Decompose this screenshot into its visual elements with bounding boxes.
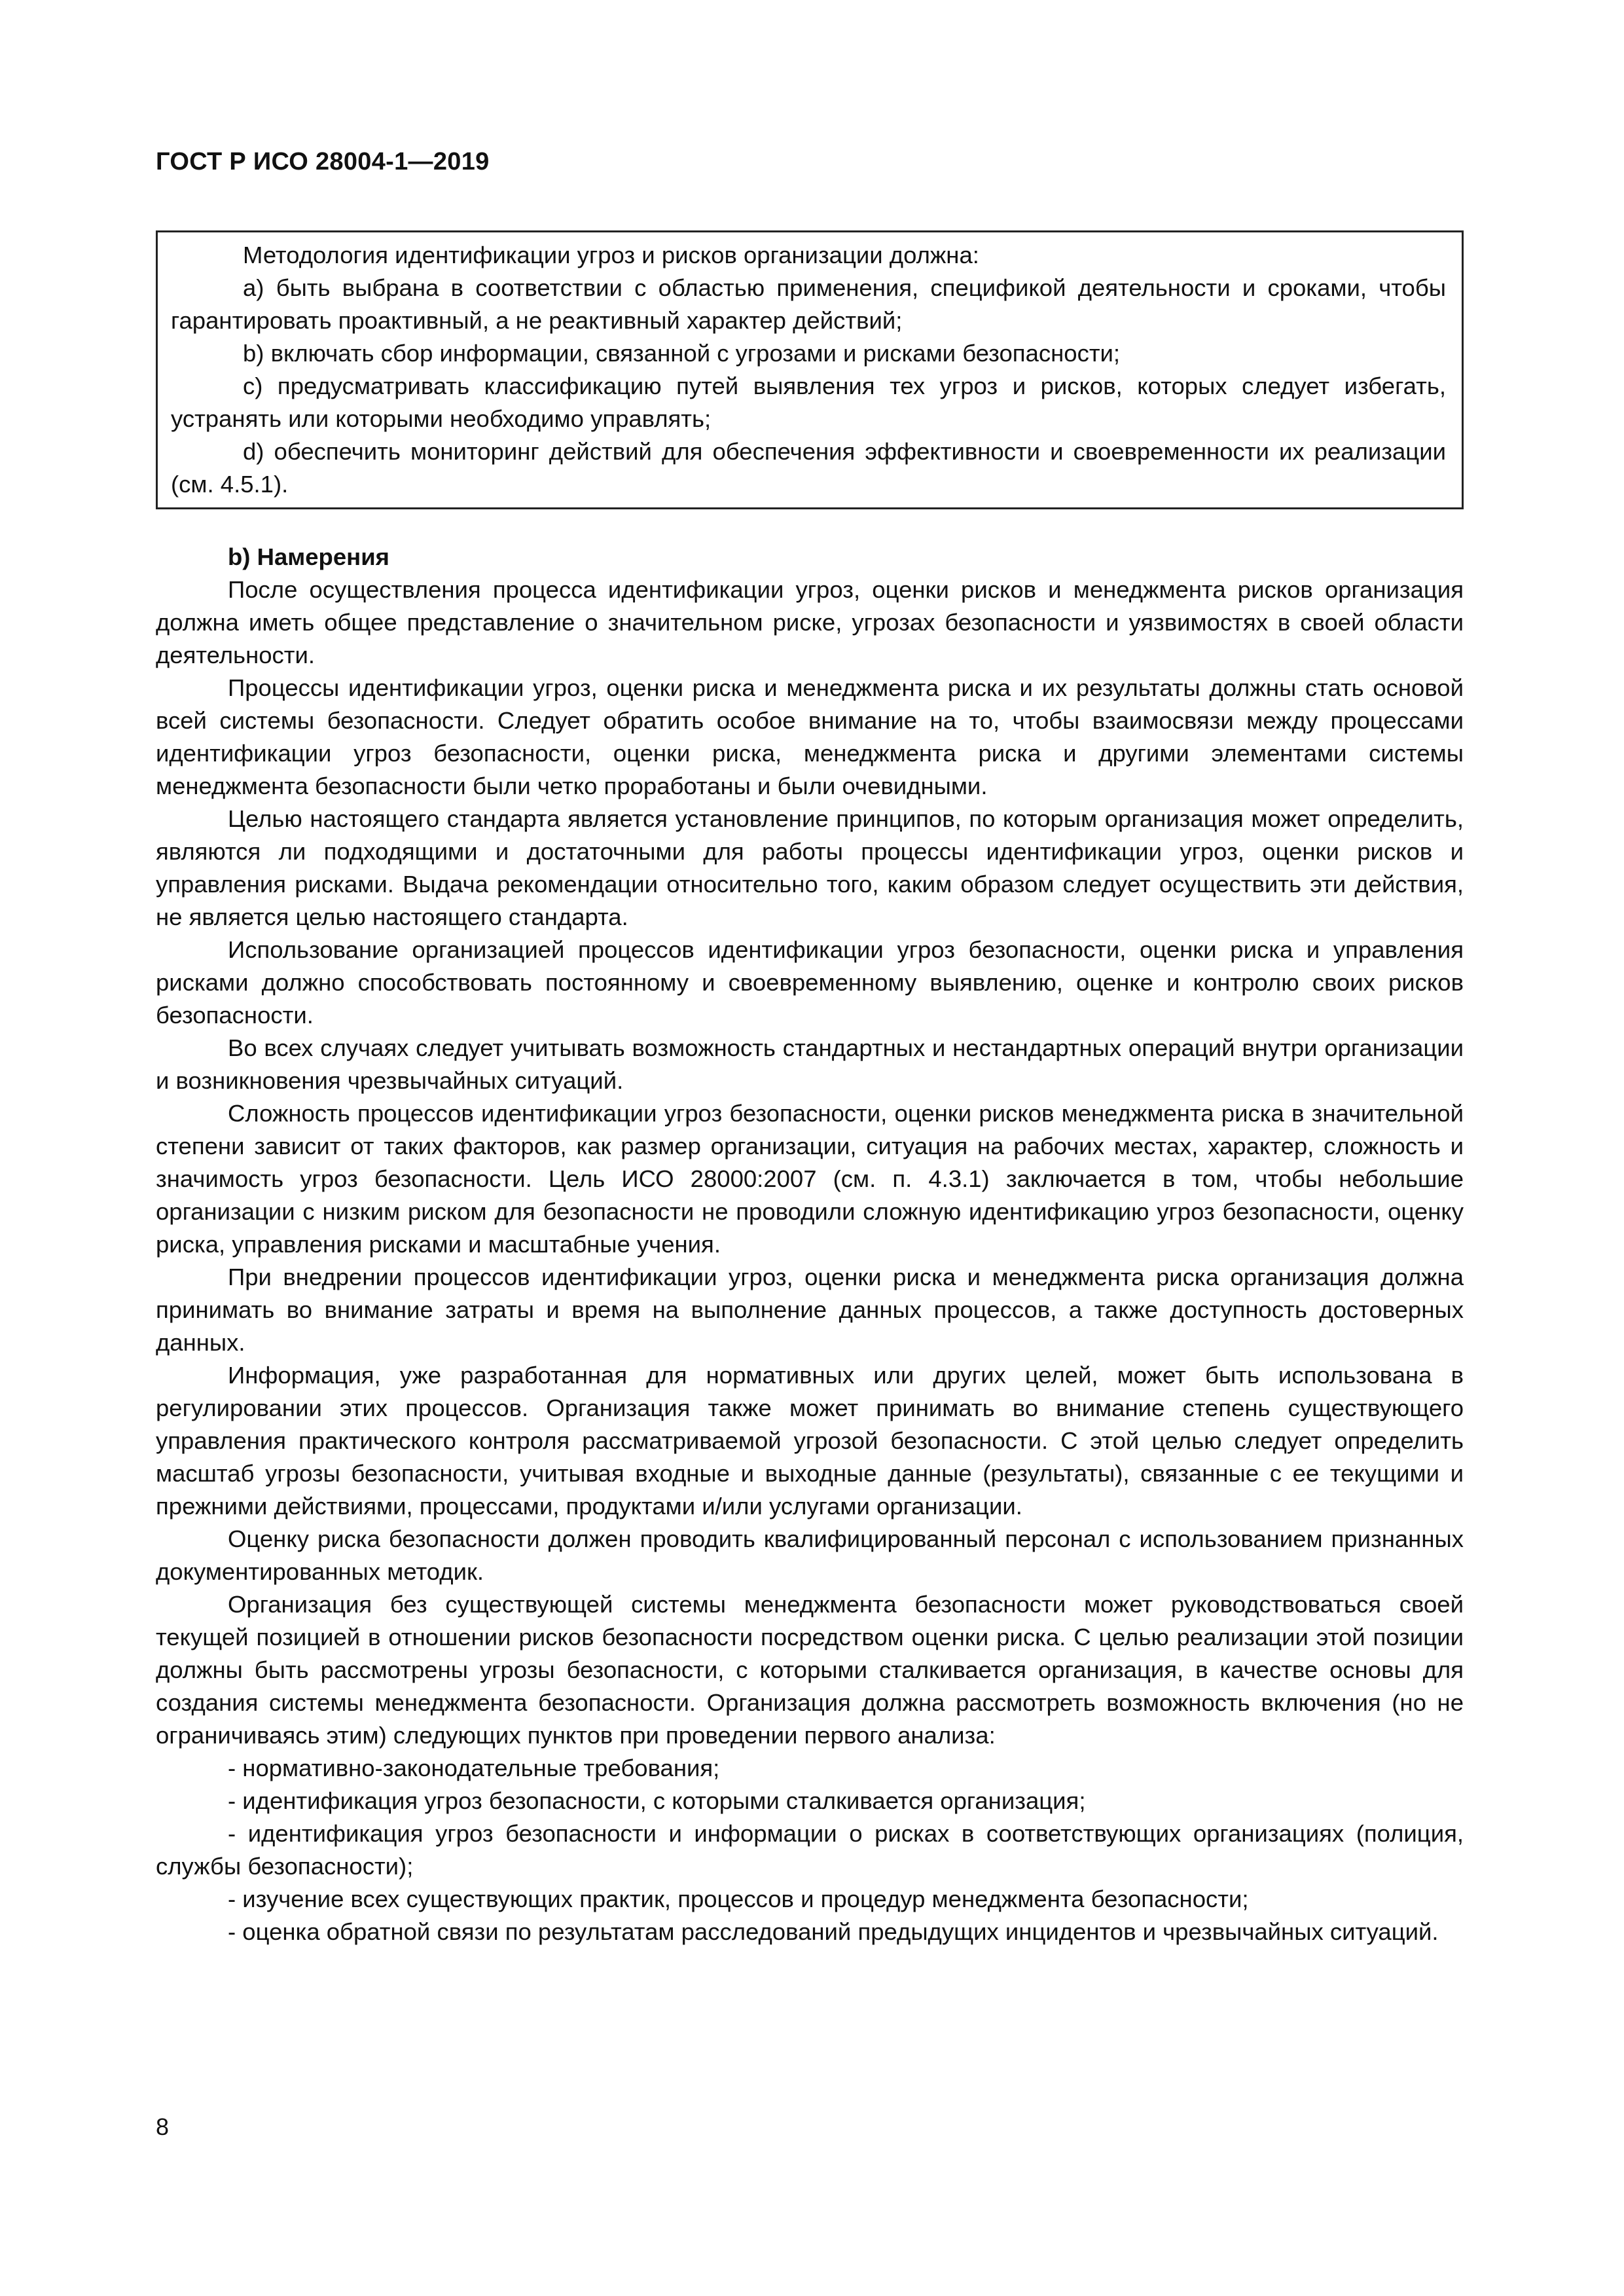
list-item: - изучение всех существующих практик, процессов и процедур менеджмента безопасности; [228,1886,1249,1912]
body-paragraph: После осуществления процесса идентификации угроз, оценки рисков и менеджмента рисков организация должна иметь общее представление о значительном риске, угрозах безопасности и уязвимостях в своей области деятельности. [156,576,1464,668]
body-paragraph: Сложность процессов идентификации угроз безопасности, оценки рисков менеджмента риска в значительной степени зависит от таких факторов, как размер организации, ситуация на рабочих местах, характер, сложность и значимость угроз безопасности. Цель ИСО 28000:2007 (см. п. 4.3.1) заключается в том, чтобы небольшие организации с низким риском для безопасности не проводили сложную идентификацию угроз безопасности, оценку риска, управления рисками и масштабные учения. [156,1100,1464,1258]
body-paragraph: Информация, уже разработанная для нормативных или других целей, может быть использована в регулировании этих процессов. Организация также может принимать во внимание степень существующего управления практического контроля рассматриваемой угрозой безопасности. С этой целью следует определить масштаб угрозы безопасности, учитывая входные и выходные данные (результаты), связанные с ее текущими и прежними действиями, процессами, продуктами и/или услугами организации. [156,1362,1464,1520]
body-paragraph: Оценку риска безопасности должен проводить квалифицированный персонал с использованием признанных документированных методик. [156,1525,1464,1585]
box-paragraph: d) обеспечить мониторинг действий для обеспечения эффективности и своевременности их реализации (см. 4.5.1). [171,438,1446,498]
list-item: - идентификация угроз безопасности, с которыми сталкивается организация; [228,1787,1086,1814]
body-paragraph: Процессы идентификации угроз, оценки риска и менеджмента риска и их результаты должны стать основой всей системы безопасности. Следует обратить особое внимание на то, чтобы взаимосвязи между процессами идентификации угроз безопасности, оценки риска, менеджмента риска и другими элементами системы менеджмента безопасности были четко проработаны и были очевидными. [156,674,1464,799]
box-paragraph: Методология идентификации угроз и рисков организации должна: [243,242,979,268]
body-text [156,541,1464,1948]
list-item: - нормативно-законодательные требования; [228,1755,720,1781]
boxed-note [156,230,1464,509]
body-paragraph: При внедрении процессов идентификации угроз, оценки риска и менеджмента риска организация должна принимать во внимание затраты и время на выполнение данных процессов, а также доступность достоверных данных. [156,1264,1464,1356]
box-paragraph: a) быть выбрана в соответствии с областью применения, спецификой деятельности и сроками, чтобы гарантировать проактивный, а не реактивный характер действий; [171,274,1446,334]
body-paragraph: Во всех случаях следует учитывать возможность стандартных и нестандартных операций внутри организации и возникновения чрезвычайных ситуаций. [156,1034,1464,1094]
page-number: 8 [156,2113,170,2140]
body-paragraph: Организация без существующей системы менеджмента безопасности может руководствоваться своей текущей позицией в отношении рисков безопасности посредством оценки риска. С целью реализации этой позиции должны быть рассмотрены угрозы безопасности, с которыми сталкивается организация, в качестве основы для создания системы менеджмента безопасности. Организация должна рассмотреть возможность включения (но не ограничиваясь этим) следующих пунктов при проведении первого анализа: [156,1591,1464,1749]
list-item: - оценка обратной связи по результатам расследований предыдущих инцидентов и чрезвычайных ситуаций. [228,1918,1439,1945]
body-paragraph: Целью настоящего стандарта является установление принципов, по которым организация может определить, являются ли подходящими и достаточными для работы процессы идентификации угроз, оценки рисков и управления рисками. Выдача рекомендации относительно того, каким образом следует осуществить эти действия, не является целью настоящего стандарта. [156,805,1464,930]
document-header: ГОСТ Р ИСО 28004-1—2019 [156,148,490,175]
section-heading: b) Намерения [228,543,389,570]
box-paragraph: b) включать сбор информации, связанной с угрозами и рисками безопасности; [243,340,1121,367]
body-paragraph: Использование организацией процессов идентификации угроз безопасности, оценки риска и управления рисками должно способствовать постоянному и своевременному выявлению, оценке и контролю своих рисков безопасности. [156,936,1464,1029]
box-paragraph: c) предусматривать классификацию путей выявления тех угроз и рисков, которых следует избегать, устранять или которыми необходимо управлять; [171,373,1446,432]
list-item: - идентификация угроз безопасности и информации о рисках в соответствующих организациях (полиция, службы безопасности); [156,1820,1464,1880]
